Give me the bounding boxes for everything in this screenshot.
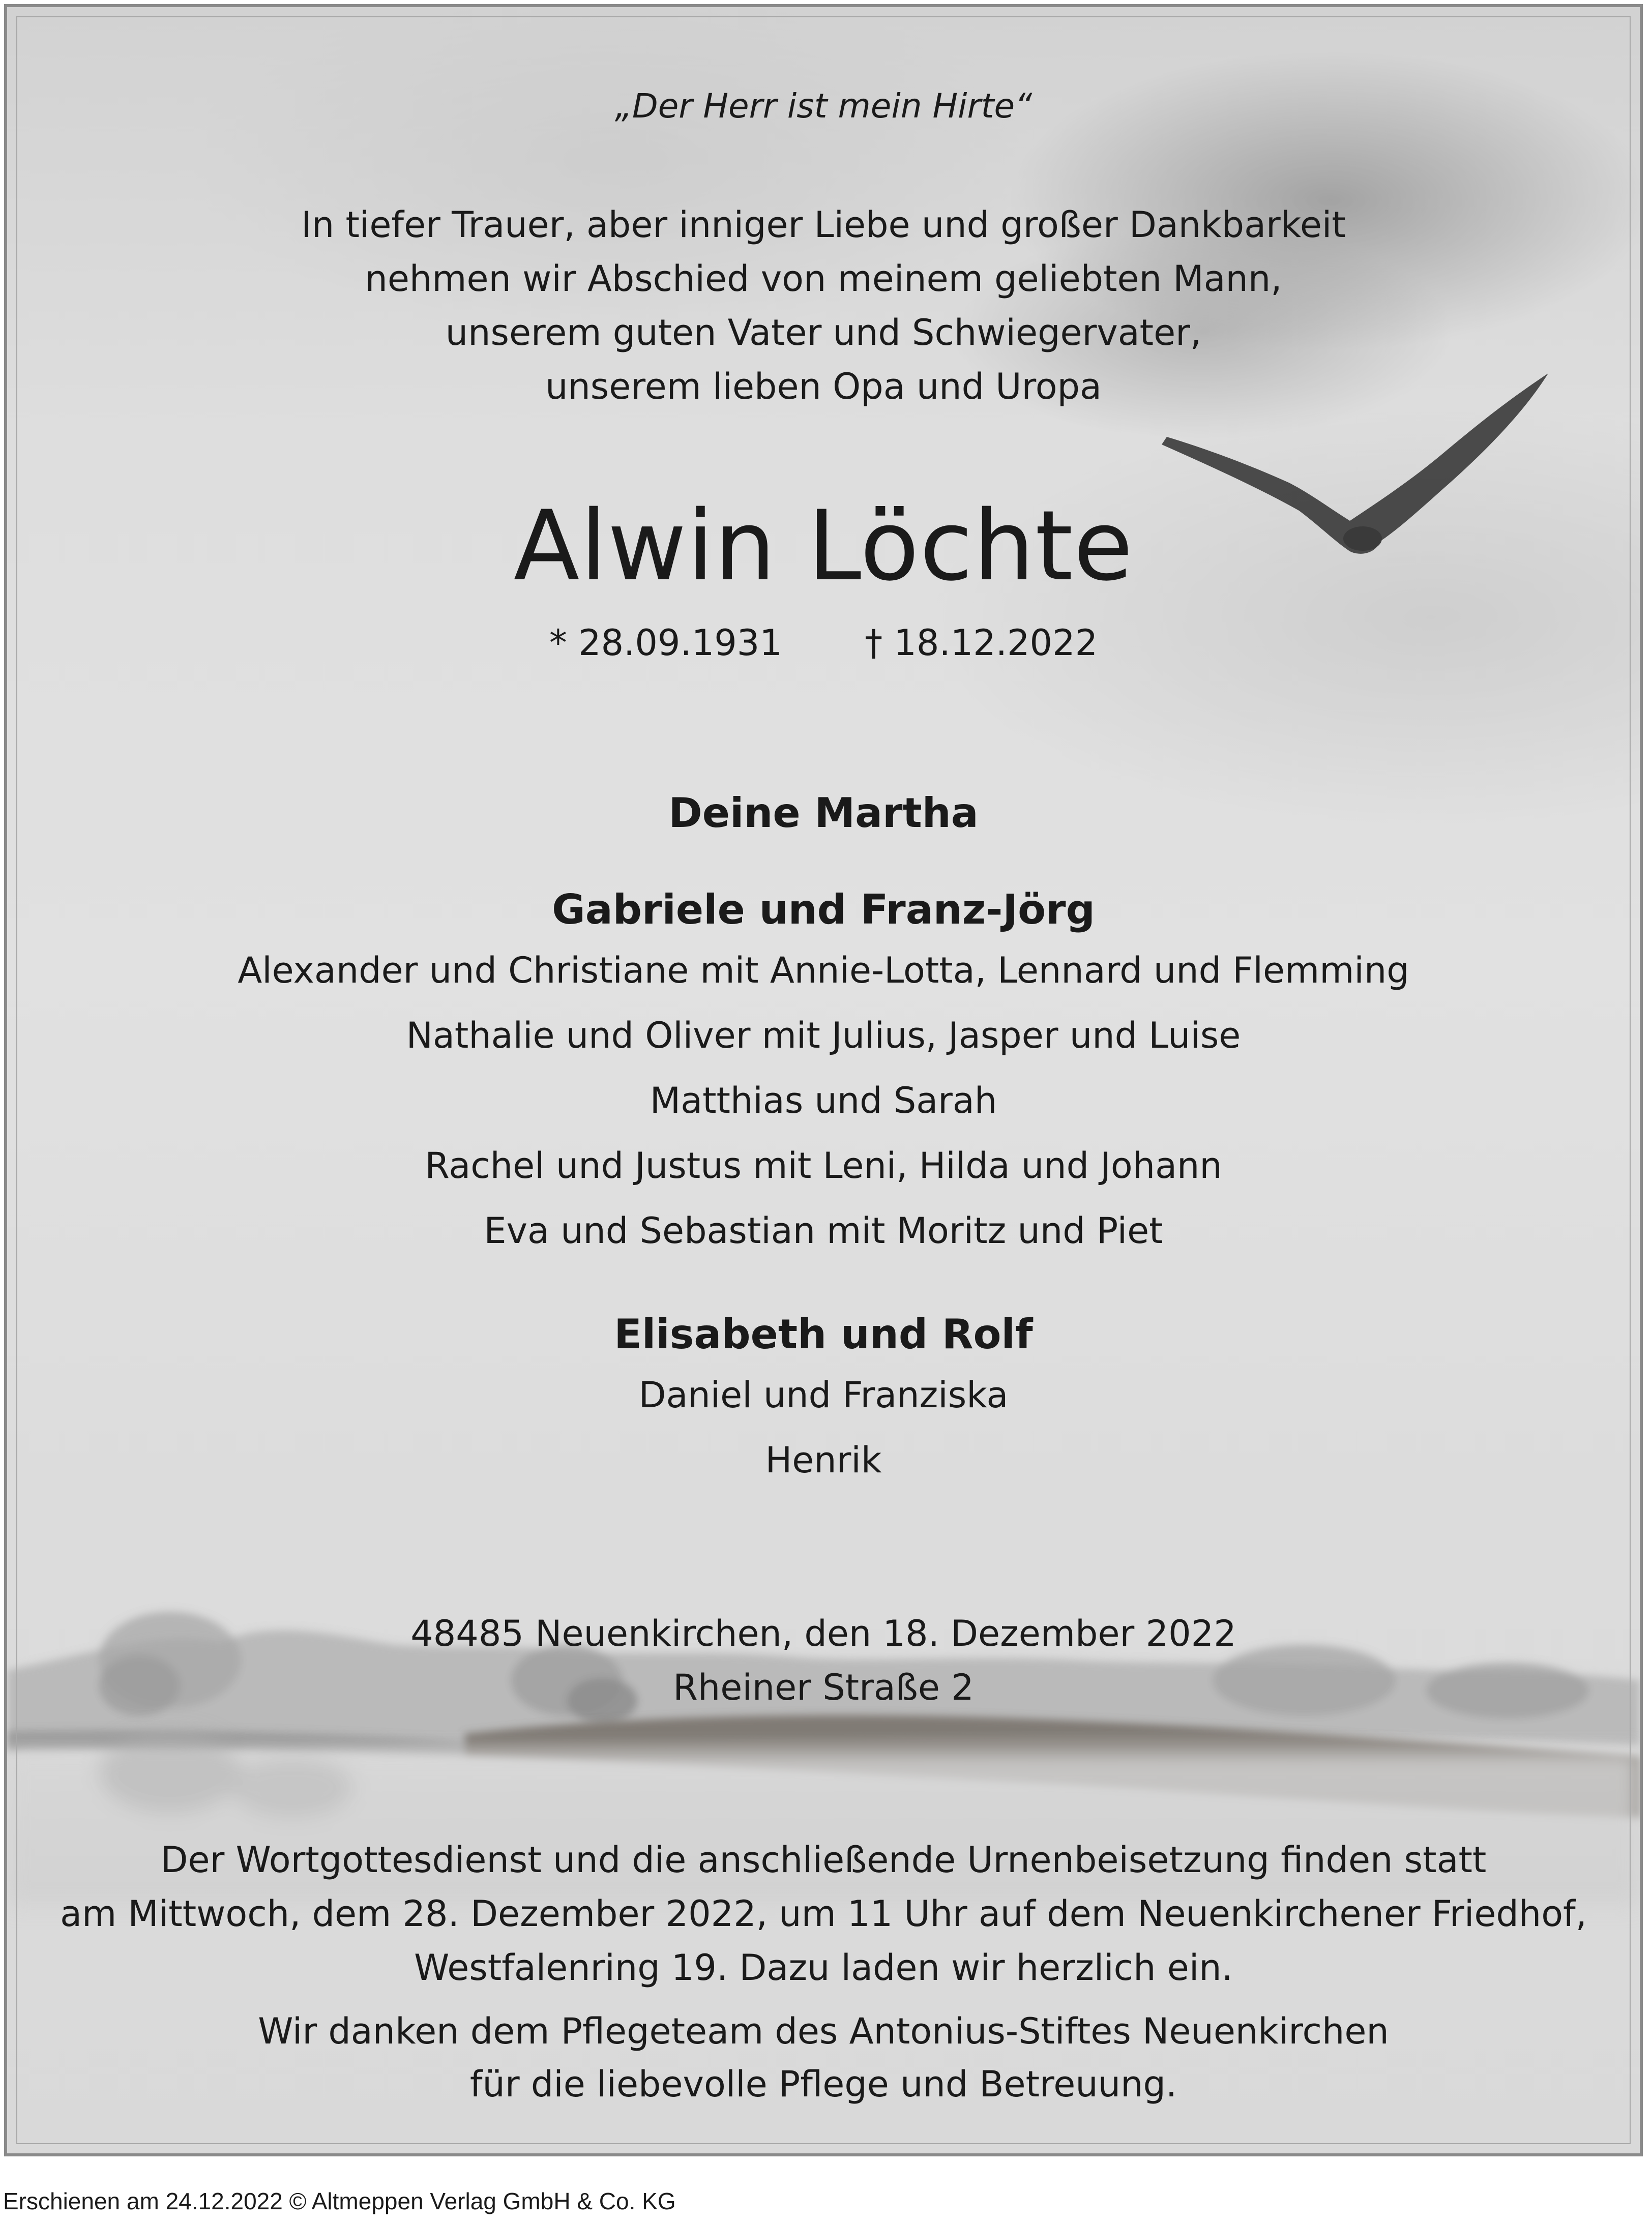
spouse-block [7,785,1640,841]
service-line: Der Wortgottesdienst und die anschließende Urnenbeisetzung finden statt [160,1839,1487,1881]
spouse-name: Deine Martha [668,789,979,837]
service-info [7,1833,1640,1995]
intro-line: nehmen wir Abschied von meinem geliebten Mann, [365,258,1282,300]
family-member-line: Daniel und Franziska [638,1374,1009,1416]
thanks-note [7,2005,1640,2111]
street-address: Rheiner Straße 2 [673,1667,974,1708]
deceased-name: Alwin Löchte [513,490,1134,602]
family-group-2 [7,1307,1640,1493]
intro-line: In tiefer Trauer, aber inniger Liebe und großer Dankbarkeit [301,204,1346,246]
obituary-card [4,4,1643,2156]
family-member-line: Alexander und Christiane mit Annie-Lotta, Lennard und Flemming [238,950,1409,991]
family-group-1 [7,882,1640,1263]
family-group-head: Elisabeth und Rolf [614,1311,1033,1358]
intro-text [7,198,1640,413]
publication-footer: Erschienen am 24.12.2022 © Altmeppen Verlag GmbH & Co. KG [3,2188,676,2214]
life-dates [7,617,1640,668]
intro-line: unserem guten Vater und Schwiegervater, [445,312,1202,353]
death-date: † 18.12.2022 [865,622,1098,664]
thanks-line: für die liebevolle Pflege und Betreuung. [469,2063,1177,2105]
intro-line: unserem lieben Opa und Uropa [545,366,1102,407]
birth-date: * 28.09.1931 [549,622,782,664]
thanks-line: Wir danken dem Pflegeteam des Antonius-Stiftes Neuenkirchen [258,2010,1389,2052]
family-member-line: Matthias und Sarah [650,1080,997,1121]
family-member-line: Rachel und Justus mit Leni, Hilda und Johann [425,1145,1222,1187]
service-line: am Mittwoch, dem 28. Dezember 2022, um 11 Uhr auf dem Neuenkirchener Friedhof, [60,1893,1587,1935]
place-date: 48485 Neuenkirchen, den 18. Dezember 2022 [410,1613,1236,1654]
family-member-line: Henrik [765,1439,882,1481]
family-member-line: Eva und Sebastian mit Moritz und Piet [484,1210,1163,1252]
motto: „Der Herr ist mein Hirte“ [614,86,1032,126]
family-group-head: Gabriele und Franz-Jörg [552,886,1095,933]
service-line: Westfalenring 19. Dazu laden wir herzlich ein. [414,1947,1233,1989]
family-member-line: Nathalie und Oliver mit Julius, Jasper und Luise [406,1015,1241,1056]
address-block [7,1607,1640,1714]
